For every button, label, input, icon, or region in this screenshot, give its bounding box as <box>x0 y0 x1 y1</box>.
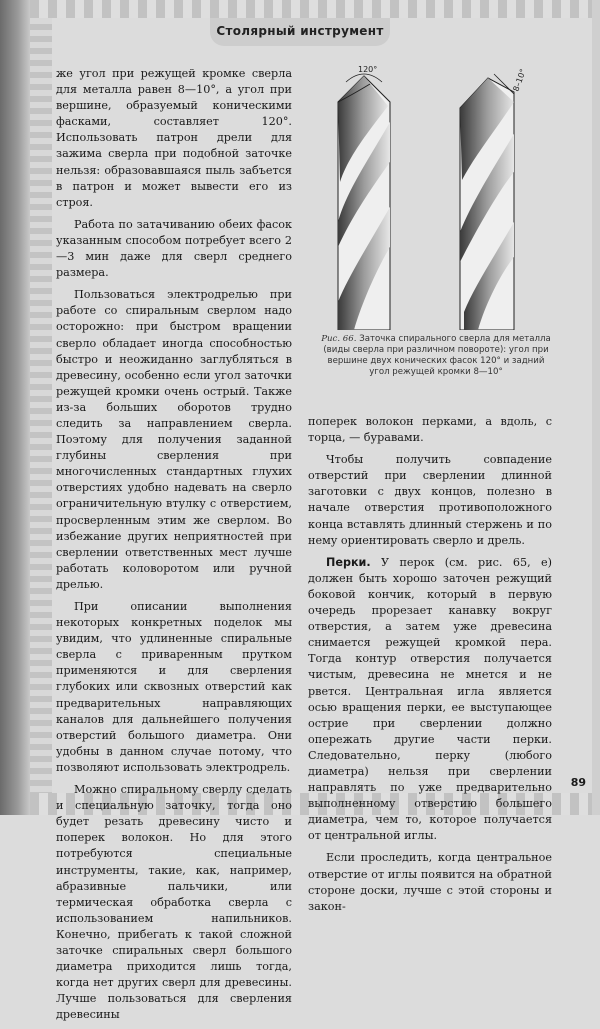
paragraph: Чтобы получить совпадение отверстий при сверлении длинной заготовки с двух концов, полезно в начале отверстия противоположного конца вставлять длинный стержень и по нему ориентировать сверло и дрель. <box>308 453 552 547</box>
caption-text: Заточка спирального сверла для металла (виды сверла при различном повороте): угол при вершине двух конических фасок 120° и задний угол режущей кромки 8—10° <box>323 334 551 377</box>
book-binding-shadow <box>0 0 30 815</box>
right-column <box>308 414 552 921</box>
paragraph: Пользоваться электродрелью при работе со спиральным сверлом надо осторожно: при быстром вращении сверло обладает иногда способностью быстро и неожиданно заглубляться в древесину, особенно если угол заточки режущей кромки очень острый. Также из-за больших оборотов трудно следить за направлением сверла. Поэтому для получения заданной глубины сверления при многочисленных стандартных глухих отверстиях удобно надевать на сверло ограничительную втулку с отверстием, просверленным этим же сверлом. Во избежание других неприятностей при сверлении ответственных мест лучше работать коловоротом или ручной дрелью. <box>56 288 292 591</box>
figure-caption <box>316 334 556 378</box>
caption-label: Рис. 66. <box>321 334 357 344</box>
paragraph: Если проследить, когда центральное отверстие от иглы появится на обратной стороне доски, лучше с этой стороны и закон- <box>308 851 552 913</box>
paragraph-text: У перок (см. рис. 65, е) должен быть хорошо заточен режущий боковой кончик, который в первую очередь прорезает канавку вокруг отверстия, а затем уже древесина снимается режущей кромкой пера. Тогда контур отверстия получается чистым, древесина не мнется и не рвется. Центральная игла является осью вращения перки, ее выступающее острие при сверлении должно опережать другие части перки. Следовательно, перку (любого диаметра) нельзя при сверлении направлять по уже предварительно выполненному отверстию большего диаметра, чем то, которое получается от центральной иглы. <box>308 555 552 843</box>
drill-bit-figure <box>318 62 554 330</box>
paragraph: При описании выполнения некоторых конкретных поделок мы увидим, что удлиненные спиральные сверла с приваренным прутком применяются и для сверления глубоких или сквозных отверстий как предварительных направляющих каналов для дальнейшего получения отверстий большого диаметра. Они удобны в данном случае потому, что позволяют использовать электродрель. <box>56 600 292 774</box>
paragraph: поперек волокон перками, а вдоль, с торца, — буравами. <box>308 415 552 445</box>
paragraph: же угол при режущей кромке сверла для металла равен 8—10°, а угол при вершине, образуемый коническими фасками, составляет 120°. Использовать патрон дрели для зажима сверла при подобной заточке нельзя: образовавшаяся пыль забъется в патрон и может вывести его из строя. <box>56 67 292 209</box>
running-header: Столярный инструмент <box>216 24 384 38</box>
paragraph: Можно спиральному сверлу сделать и специальную заточку, тогда оно будет резать древесину чисто и поперек волокон. Но для этого потребуются специальные инструменты, такие, как, например, абразивные пальчики, или термическая обработка сверла с использованием напильников. Конечно, прибегать к такой сложной заточке спиральных сверл большого диаметра приходится лишь тогда, когда нет других сверл для древесины. Лучше пользоваться для сверления древесины <box>56 783 292 1022</box>
page-edge-right <box>592 0 600 815</box>
ornamental-border-left <box>30 0 52 815</box>
ornamental-border-top <box>30 0 600 18</box>
drill-bit-left <box>338 76 390 330</box>
section-heading-perki: Перки. <box>326 555 371 569</box>
angle-label-8-10: 8–10° <box>511 67 528 93</box>
angle-label-120: 120° <box>358 65 378 74</box>
paragraph <box>308 555 552 845</box>
left-column <box>56 66 292 1029</box>
page-number: 89 <box>570 776 586 789</box>
paragraph: Работа по затачиванию обеих фасок указанным способом потребует всего 2—3 мин даже для сверл среднего размера. <box>56 217 292 280</box>
drill-bit-right <box>460 78 514 330</box>
